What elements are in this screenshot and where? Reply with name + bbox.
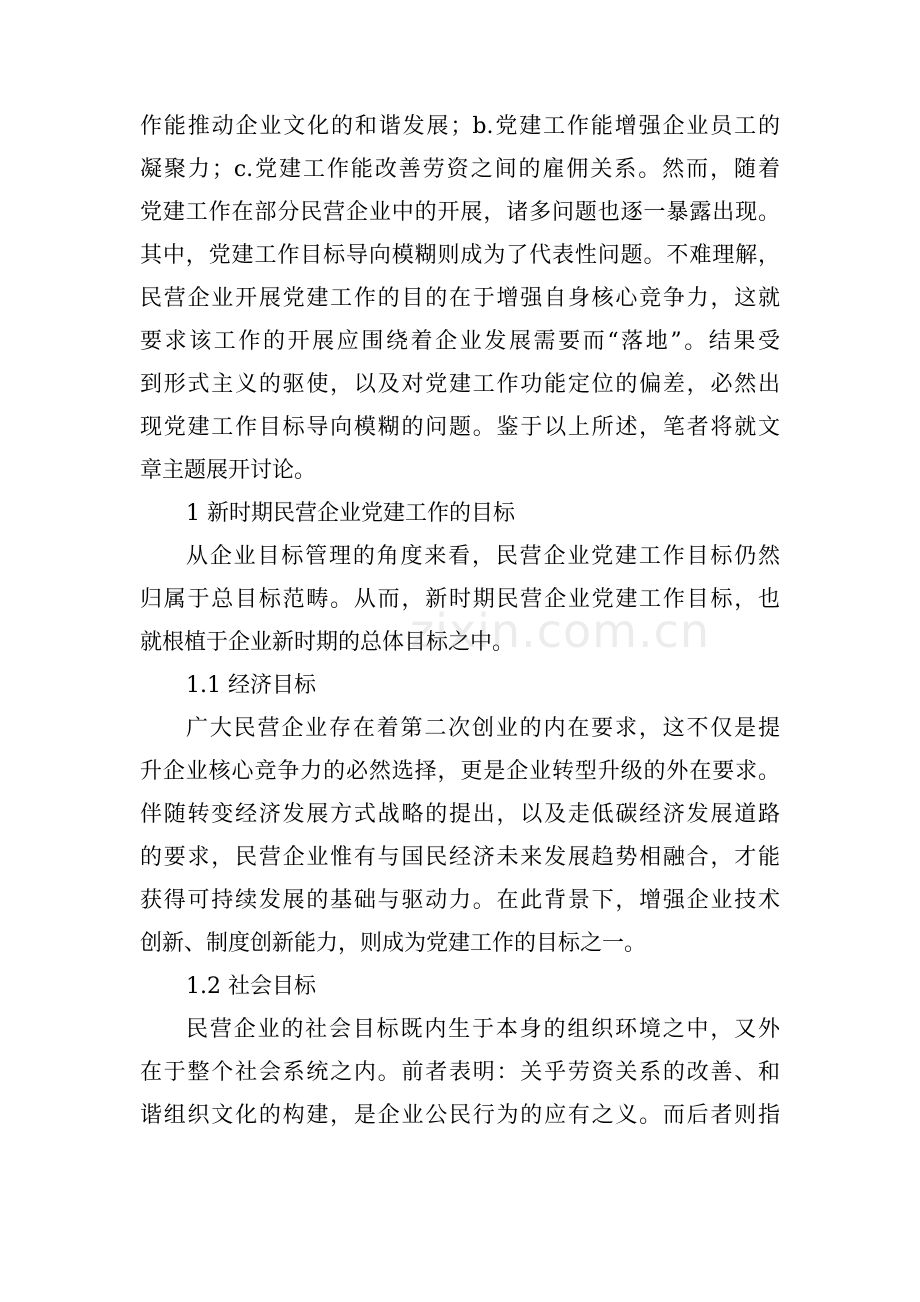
subsection-heading: 1.2 社会目标 [186,974,316,999]
text-line: 获得可持续发展的基础与驱动力。在此背景下，增强企业技术 [140,888,780,913]
text-line: 归属于总目标范畴。从而，新时期民营企业党建工作目标，也 [140,587,780,612]
text-line: 就根植于企业新时期的总体目标之中。 [140,630,515,655]
subsection-heading: 1.1 经济目标 [186,673,316,698]
text-line: 民营企业的社会目标既内生于本身的组织环境之中，又外 [186,1017,780,1042]
text-line: 到形式主义的驱使，以及对党建工作功能定位的偏差，必然出 [140,372,780,397]
text-line: 章主题展开讨论。 [140,458,317,483]
text-line: 作能推动企业文化的和谐发展；b.党建工作能增强企业员工的 [140,114,780,139]
text-line: 民营企业开展党建工作的目的在于增强自身核心竞争力，这就 [140,286,780,311]
text-line: 广大民营企业存在着第二次创业的内在要求，这不仅是提 [186,716,780,741]
watermark: zixin.com.cn [410,604,711,658]
text-line: 党建工作在部分民营企业中的开展，诸多问题也逐一暴露出现。 [140,200,780,225]
text-line: 在于整个社会系统之内。前者表明：关乎劳资关系的改善、和 [140,1060,780,1085]
text-line: 伴随转变经济发展方式战略的提出，以及走低碳经济发展道路 [140,802,780,827]
text-line: 创新、制度创新能力，则成为党建工作的目标之一。 [140,931,647,956]
text-line: 从企业目标管理的角度来看，民营企业党建工作目标仍然 [186,544,780,569]
text-line: 谐组织文化的构建，是企业公民行为的应有之义。而后者则指 [140,1103,780,1128]
text-line: 要求该工作的开展应围绕着企业发展需要而“落地”。结果受 [140,329,780,354]
text-line: 现党建工作目标导向模糊的问题。鉴于以上所述，笔者将就文 [140,415,780,440]
text-line: 升企业核心竞争力的必然选择，更是企业转型升级的外在要求。 [140,759,780,784]
text-line: 的要求，民营企业惟有与国民经济未来发展趋势相融合，才能 [140,845,780,870]
section-heading: 1 新时期民营企业党建工作的目标 [186,501,515,526]
text-line: 凝聚力；c.党建工作能改善劳资之间的雇佣关系。然而，随着 [140,157,780,182]
text-line: 其中，党建工作目标导向模糊则成为了代表性问题。不难理解， [140,243,780,268]
